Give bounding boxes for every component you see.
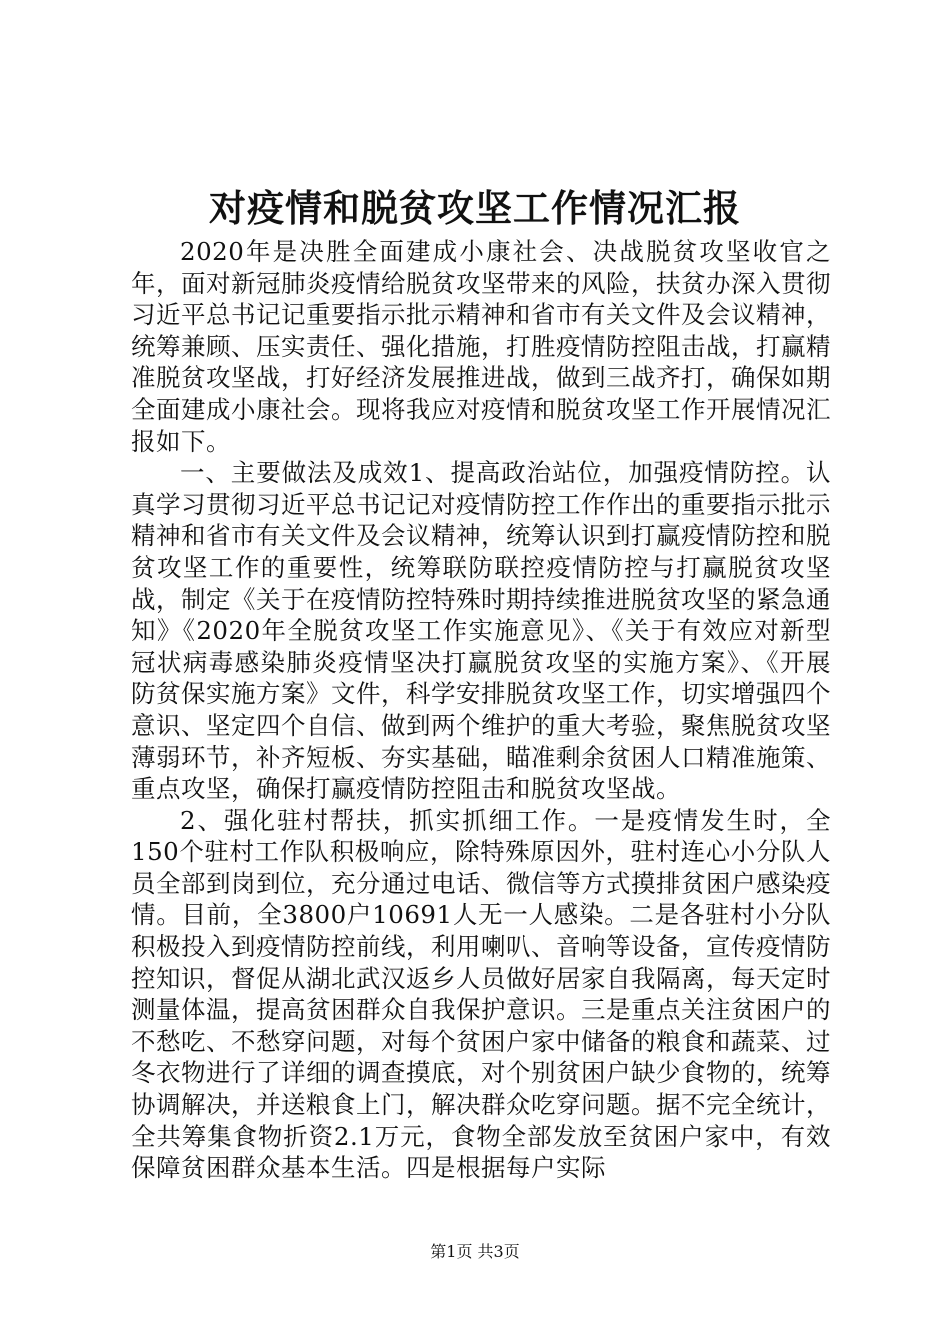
paragraph-section-1: 一、主要做法及成效1、提高政治站位，加强疫情防控。认真学习贯彻习近平总书记记对疫情防控工作作出的重要指示批示精神和省市有关文件及会议精神，统筹认识到打赢疫情防控和脱贫攻坚工作的重要性，统筹联防联控疫情防控与打赢脱贫攻坚战，制定《关于在疫情防控特殊时期持续推进脱贫攻坚的紧急通知》《2020年全脱贫攻坚工作实施意见》、《关于有效应对新型冠状病毒感染肺炎疫情坚决打赢脱贫攻坚的实施方案》、《开展防贫保实施方案》文件，科学安排脱贫攻坚工作，切实增强四个意识、坚定四个自信、做到两个维护的重大考验，聚焦脱贫攻坚薄弱环节，补齐短板、夯实基础，瞄准剩余贫困人口精准施策、重点攻坚，确保打赢疫情防控阻击和脱贫攻坚战。	[131, 458, 831, 804]
document-body	[131, 236, 831, 1184]
paragraph-intro: 2020年是决胜全面建成小康社会、决战脱贫攻坚收官之年，面对新冠肺炎疫情给脱贫攻坚带来的风险，扶贫办深入贯彻习近平总书记记重要指示批示精神和省市有关文件及会议精神，统筹兼顾、压实责任、强化措施，打胜疫情防控阻击战，打赢精准脱贫攻坚战，打好经济发展推进战，做到三战齐打，确保如期全面建成小康社会。现将我应对疫情和脱贫攻坚工作开展情况汇报如下。	[131, 237, 831, 456]
page-footer: 第1页 共3页	[430, 1242, 520, 1261]
paragraph-section-2: 2、强化驻村帮扶，抓实抓细工作。一是疫情发生时，全150个驻村工作队积极响应，除特殊原因外，驻村连心小分队人员全部到岗到位，充分通过电话、微信等方式摸排贫困户感染疫情。目前，全3800户10691人无一人感染。二是各驻村小分队积极投入到疫情防控前线，利用喇叭、音响等设备，宣传疫情防控知识，督促从湖北武汉返乡人员做好居家自我隔离，每天定时测量体温，提高贫困群众自我保护意识。三是重点关注贫困户的不愁吃、不愁穿问题，对每个贫困户家中储备的粮食和蔬菜、过冬衣物进行了详细的调查摸底，对个别贫困户缺少食物的，统筹协调解决，并送粮食上门，解决群众吃穿问题。据不完全统计，全共筹集食物折资2.1万元，食物全部发放至贫困户家中，有效保障贫困群众基本生活。四是根据每户实际	[131, 805, 831, 1183]
document-title: 对疫情和脱贫攻坚工作情况汇报	[209, 186, 741, 230]
